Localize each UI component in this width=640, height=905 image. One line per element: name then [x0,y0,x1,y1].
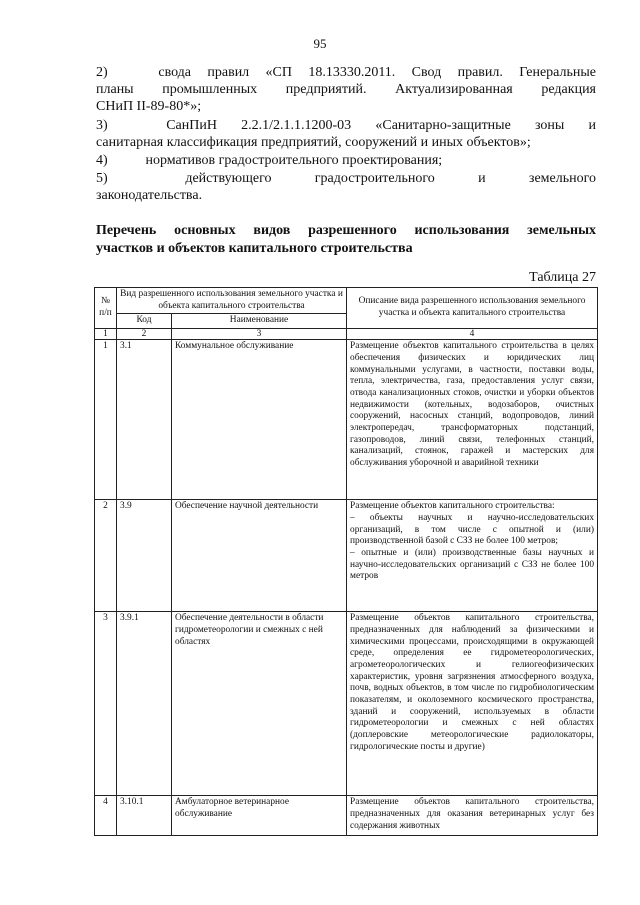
row-description: Размещение объектов капитального строительства, предназначенных для наблюдений за физическими и химическими процессами, происходящими в окружающей среде, определения ее гидрометеорологических, агрометеорологических и гелиогеофизических характеристик, уровня загрязнения атмосферного воздуха, почв, водных объектов, в том числе по гидробиологическим показателям, и околоземного космического пространства, зданий и сооружений, используемых в области гидрометеорологии и смежных с ней областях (доплеровские метеорологические радиолокаторы, гидрологические посты и другие) [347,612,598,796]
row-description [347,500,598,612]
row-code: 3.1 [117,340,172,500]
table-row [95,612,598,796]
index-cell: 1 [95,329,117,340]
row-code: 3.10.1 [117,796,172,836]
section-heading [96,222,596,258]
index-cell: 3 [172,329,347,340]
description-item: – объекты научных и научно-исследовательских организаций, в том числе с опытной и (или) производственной базой с СЗЗ не более 100 метров; [350,512,595,547]
row-description: Размещение объектов капитального строительства в целях обеспечения физических и юридических лиц коммунальными услугами, в частности, поставки воды, тепла, электричества, газа, предоставления услуг связи, отвода канализационных стоков, очистки и уборки объектов недвижимости (котельных, водозаборов, очистных сооружений, насосных станций, водопроводов, линий электропередач, трансформаторных подстанций, газопроводов, линий связи, телефонных станций, канализаций, стоянок, гаражей и мастерских для обслуживания уборочной и аварийной техники [347,340,598,500]
list-item-number: 4) [96,153,108,168]
row-code: 3.9.1 [117,612,172,796]
table-row [95,796,598,836]
list-item-text: нормативов градостроительного проектирования; [145,153,443,168]
list-item-text: действующего градостроительного и земельного [185,171,597,186]
index-cell: 4 [347,329,598,340]
row-number: 1 [95,340,117,500]
list-item-continuation: санитарная классификация предприятий, сооружений и иных объектов»; [96,135,531,150]
permitted-use-table [94,287,598,836]
index-cell: 2 [117,329,172,340]
list-item [96,152,596,169]
header-kind: Вид разрешенного использования земельного участка и объекта капитального строительства [117,288,347,314]
row-name: Обеспечение научной деятельности [172,500,347,612]
row-number: 4 [95,796,117,836]
header-code: Код [117,314,172,329]
list-item [96,64,596,81]
list-item [96,170,596,187]
table-index-row [95,329,598,340]
table-row [95,500,598,612]
list-item-continuation: СНиП II-89-80*»; [96,99,202,114]
description-intro: Размещение объектов капитального строительства: [350,501,555,512]
table-row [95,340,598,500]
list-item-number: 2) [96,65,108,80]
list-item [96,117,596,134]
heading-line: участков и объектов капитального строительства [96,241,413,256]
row-code: 3.9 [117,500,172,612]
table-header-row [95,288,598,314]
list-item-number: 3) [96,118,108,133]
list-item-continuation: законодательства. [96,188,203,203]
row-number: 2 [95,500,117,612]
row-name: Обеспечение деятельности в области гидрометеорологии и смежных с ней областях [172,612,347,796]
row-name: Коммунальное обслуживание [172,340,347,500]
header-num: № п/п [95,288,117,329]
list-item-text: свода правил «СП 18.13330.2011. Свод правил. Генеральные [158,65,596,80]
header-name: Наименование [172,314,347,329]
header-description: Описание вида разрешенного использования земельного участка и объекта капитального строительства [347,288,598,329]
row-name: Амбулаторное ветеринарное обслуживание [172,796,347,836]
page-number: 95 [313,36,327,51]
list-item-number: 5) [96,171,108,186]
list-item-continuation: планы промышленных предприятий. Актуализированная редакция [96,82,596,97]
row-description: Размещение объектов капитального строительства, предназначенных для оказания ветеринарных услуг без содержания животных [347,796,598,836]
list-item-text: СанПиН 2.2.1/2.1.1.1200-03 «Санитарно-защитные зоны и [166,118,597,133]
row-number: 3 [95,612,117,796]
description-item: – опытные и (или) производственные базы научных и научно-исследовательских организаций с СЗЗ не более 100 метров [350,547,595,582]
table-caption: Таблица 27 [529,270,596,285]
heading-line: Перечень основных видов разрешенного использования земельных [96,223,596,238]
